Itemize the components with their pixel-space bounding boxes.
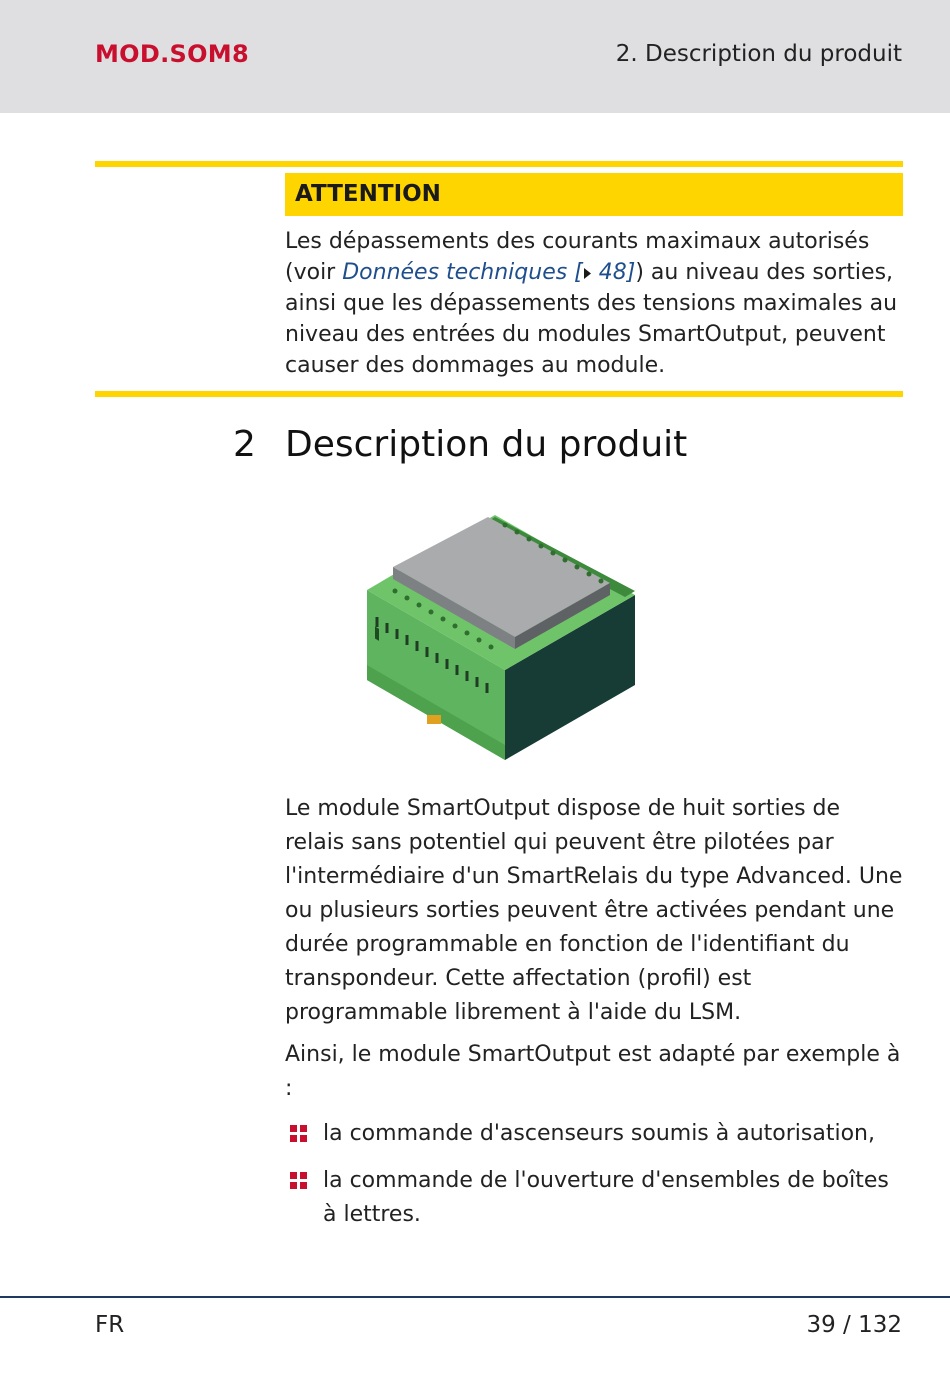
language-code: FR [95, 1312, 125, 1338]
play-triangle-icon [583, 267, 592, 280]
link-page: 48] [591, 260, 636, 285]
list-item-text: la commande d'ascenseurs soumis à autorisation, [323, 1121, 875, 1146]
smartoutput-module-illustration [355, 505, 655, 770]
attention-top-rule [95, 161, 903, 167]
list-item-text: la commande de l'ouverture d'ensembles de boîtes à lettres. [323, 1168, 889, 1227]
usage-list [285, 1117, 903, 1245]
list-item [285, 1117, 903, 1151]
attention-title: ATTENTION [295, 181, 441, 207]
section-title: Description du produit [285, 424, 688, 465]
chapter-reference: 2. Description du produit [615, 41, 902, 67]
technical-data-link[interactable] [342, 260, 635, 285]
document-code: MOD.SOM8 [95, 40, 249, 68]
attention-text-before: Les dépassements des courants maximaux autorisés (voir [285, 229, 870, 285]
paragraph-usage-intro: Ainsi, le module SmartOutput est adapté par exemple à : [285, 1042, 901, 1101]
red-squares-bullet-icon [290, 1172, 307, 1189]
attention-bottom-rule [95, 391, 903, 397]
page-number: 39 / 132 [806, 1312, 902, 1338]
paragraph-description: Le module SmartOutput dispose de huit sorties de relais sans potentiel qui peuvent être pilotées par l'intermédiaire d'un SmartRelais du type Advanced. Une ou plusieurs sorties peuvent être activées pendant une durée programmable en fonction de l'identifiant du transpondeur. Cette affectation (profil) est programmable librement à l'aide du LSM. [285, 796, 903, 1025]
page-header [0, 0, 950, 113]
section-number: 2 [233, 424, 256, 465]
attention-banner [285, 173, 903, 216]
red-squares-bullet-icon [290, 1125, 307, 1142]
link-text: Données techniques [ [342, 260, 583, 285]
footer-rule [0, 1296, 950, 1298]
attention-text-after: ) au niveau des sorties, ainsi que les dépassements des tensions maximales au niveau des entrées du modules SmartOutput, peuvent causer des dommages au module. [285, 260, 898, 378]
list-item [285, 1164, 903, 1232]
attention-text [285, 226, 903, 381]
